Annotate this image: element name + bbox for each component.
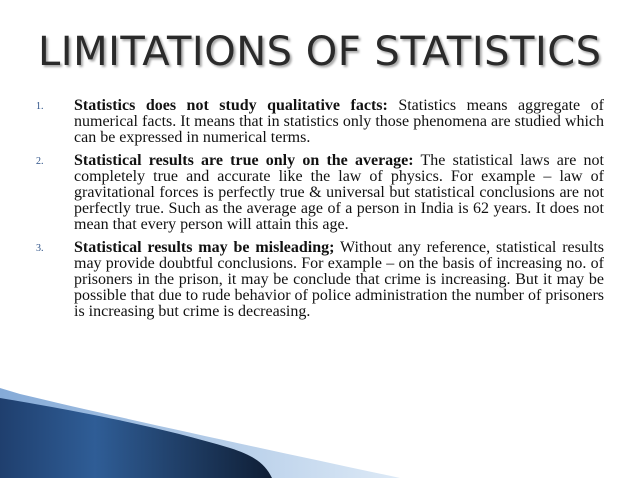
list-item-body <box>74 98 604 146</box>
list-item-body <box>74 153 604 233</box>
list-item <box>36 153 604 233</box>
list-item <box>36 240 604 320</box>
corner-decoration <box>0 388 638 478</box>
limitations-list <box>36 98 604 327</box>
decoration-dark-swoosh <box>0 398 272 478</box>
list-item-number: 1. <box>36 101 44 112</box>
list-item-text: The statistical laws are not completely true and accurate like the law of physics. For example – law of gravitational forces is perfectly true & universal but statistical conclusions are not perfectly true. Such as the average age of a person in India is 62 years. It does not mean that every person will attain this age. <box>74 152 604 233</box>
list-item-lead: Statistics does not study qualitative facts: <box>74 97 388 114</box>
list-item <box>36 98 604 146</box>
list-item-lead: Statistical results are true only on the average: <box>74 152 414 169</box>
list-item-body <box>74 240 604 320</box>
list-item-number: 2. <box>36 156 44 167</box>
list-item-text: Without any reference, statistical results may provide doubtful conclusions. For example – on the basis of increasing no. of prisoners in the prison, it may be conclude that crime is increasing. But it may be possible that due to rude behavior of police administration the number of prisoners is increasing but crime is decreasing. <box>74 239 604 320</box>
list-item-lead: Statistical results may be misleading; <box>74 239 335 256</box>
slide-title: LIMITATIONS OF STATISTICS <box>38 29 602 75</box>
list-item-number: 3. <box>36 243 44 254</box>
list-item-text: Statistics means aggregate of numerical facts. It means that in statistics only those phenomena are studied which can be expressed in numerical terms. <box>74 97 604 146</box>
decoration-light-swoosh <box>0 388 400 478</box>
